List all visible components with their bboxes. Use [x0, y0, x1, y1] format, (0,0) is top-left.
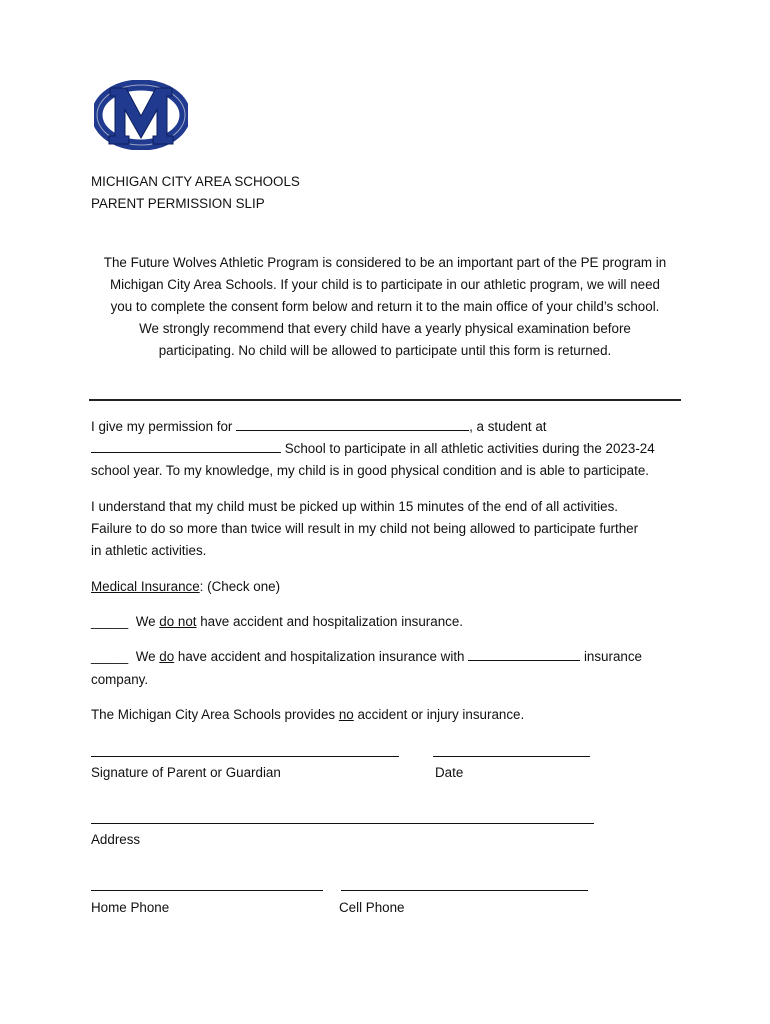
insurance-heading-suffix: : (Check one): [199, 579, 281, 594]
insurance-option-no: _____ We do not have accident and hospitalization insurance.: [91, 614, 463, 629]
insurance-note: The Michigan City Area Schools provides no accident or injury insurance.: [91, 707, 525, 722]
insurance-company-field[interactable]: [468, 647, 580, 661]
address-label: Address: [91, 832, 141, 847]
insurance-heading: [91, 576, 280, 598]
intro-line: The Future Wolves Athletic Program is considered to be an important part of the PE program in: [103, 255, 667, 270]
school-name-field[interactable]: [91, 439, 281, 453]
intro-line: Michigan City Area Schools. If your child is to participate in our athletic program, we will need: [109, 277, 661, 292]
permission-paragraph: [91, 416, 691, 482]
mc-logo: [94, 80, 188, 150]
insurance-option-yes: _____ We do have accident and hospitalization insurance with insurance: [91, 649, 643, 664]
intro-line: you to complete the consent form below and return it to the main office of your child’s school.: [110, 299, 660, 314]
insurance-heading-label: Medical Insurance: [91, 579, 200, 594]
insurance-option-yes-cont: company.: [91, 672, 149, 687]
date-line[interactable]: [433, 756, 590, 757]
cell-phone-line[interactable]: [341, 890, 588, 891]
divider: [89, 399, 681, 401]
intro-line: We strongly recommend that every child have a yearly physical examination before: [139, 321, 631, 336]
pickup-line: I understand that my child must be picked up within 15 minutes of the end of all activities.: [91, 499, 618, 514]
student-name-field[interactable]: [236, 417, 469, 431]
checkbox-blank-yes[interactable]: _____: [91, 649, 129, 664]
date-label: Date: [435, 765, 464, 780]
parent-signature-line[interactable]: [91, 756, 399, 757]
intro-line: participating. No child will be allowed to participate until this form is returned.: [158, 343, 612, 358]
cell-phone-label: Cell Phone: [339, 900, 405, 915]
intro-paragraph: [80, 252, 690, 362]
checkbox-blank-no[interactable]: _____: [91, 614, 129, 629]
home-phone-label: Home Phone: [91, 900, 170, 915]
pickup-line: Failure to do so more than twice will result in my child not being allowed to participate further: [91, 521, 639, 536]
permission-text: school year. To my knowledge, my child is in good physical condition and is able to participate.: [91, 463, 650, 478]
pickup-paragraph: [91, 496, 638, 562]
home-phone-line[interactable]: [91, 890, 323, 891]
pickup-line: in athletic activities.: [91, 543, 207, 558]
address-line[interactable]: [91, 823, 594, 824]
school-name: MICHIGAN CITY AREA SCHOOLS: [91, 174, 300, 189]
permission-text: , a student at: [469, 419, 547, 434]
permission-text: I give my permission for: [91, 419, 237, 434]
form-title: PARENT PERMISSION SLIP: [91, 196, 265, 211]
parent-signature-label: Signature of Parent or Guardian: [91, 765, 281, 780]
permission-text: School to participate in all athletic activities during the 2023-24: [281, 441, 655, 456]
